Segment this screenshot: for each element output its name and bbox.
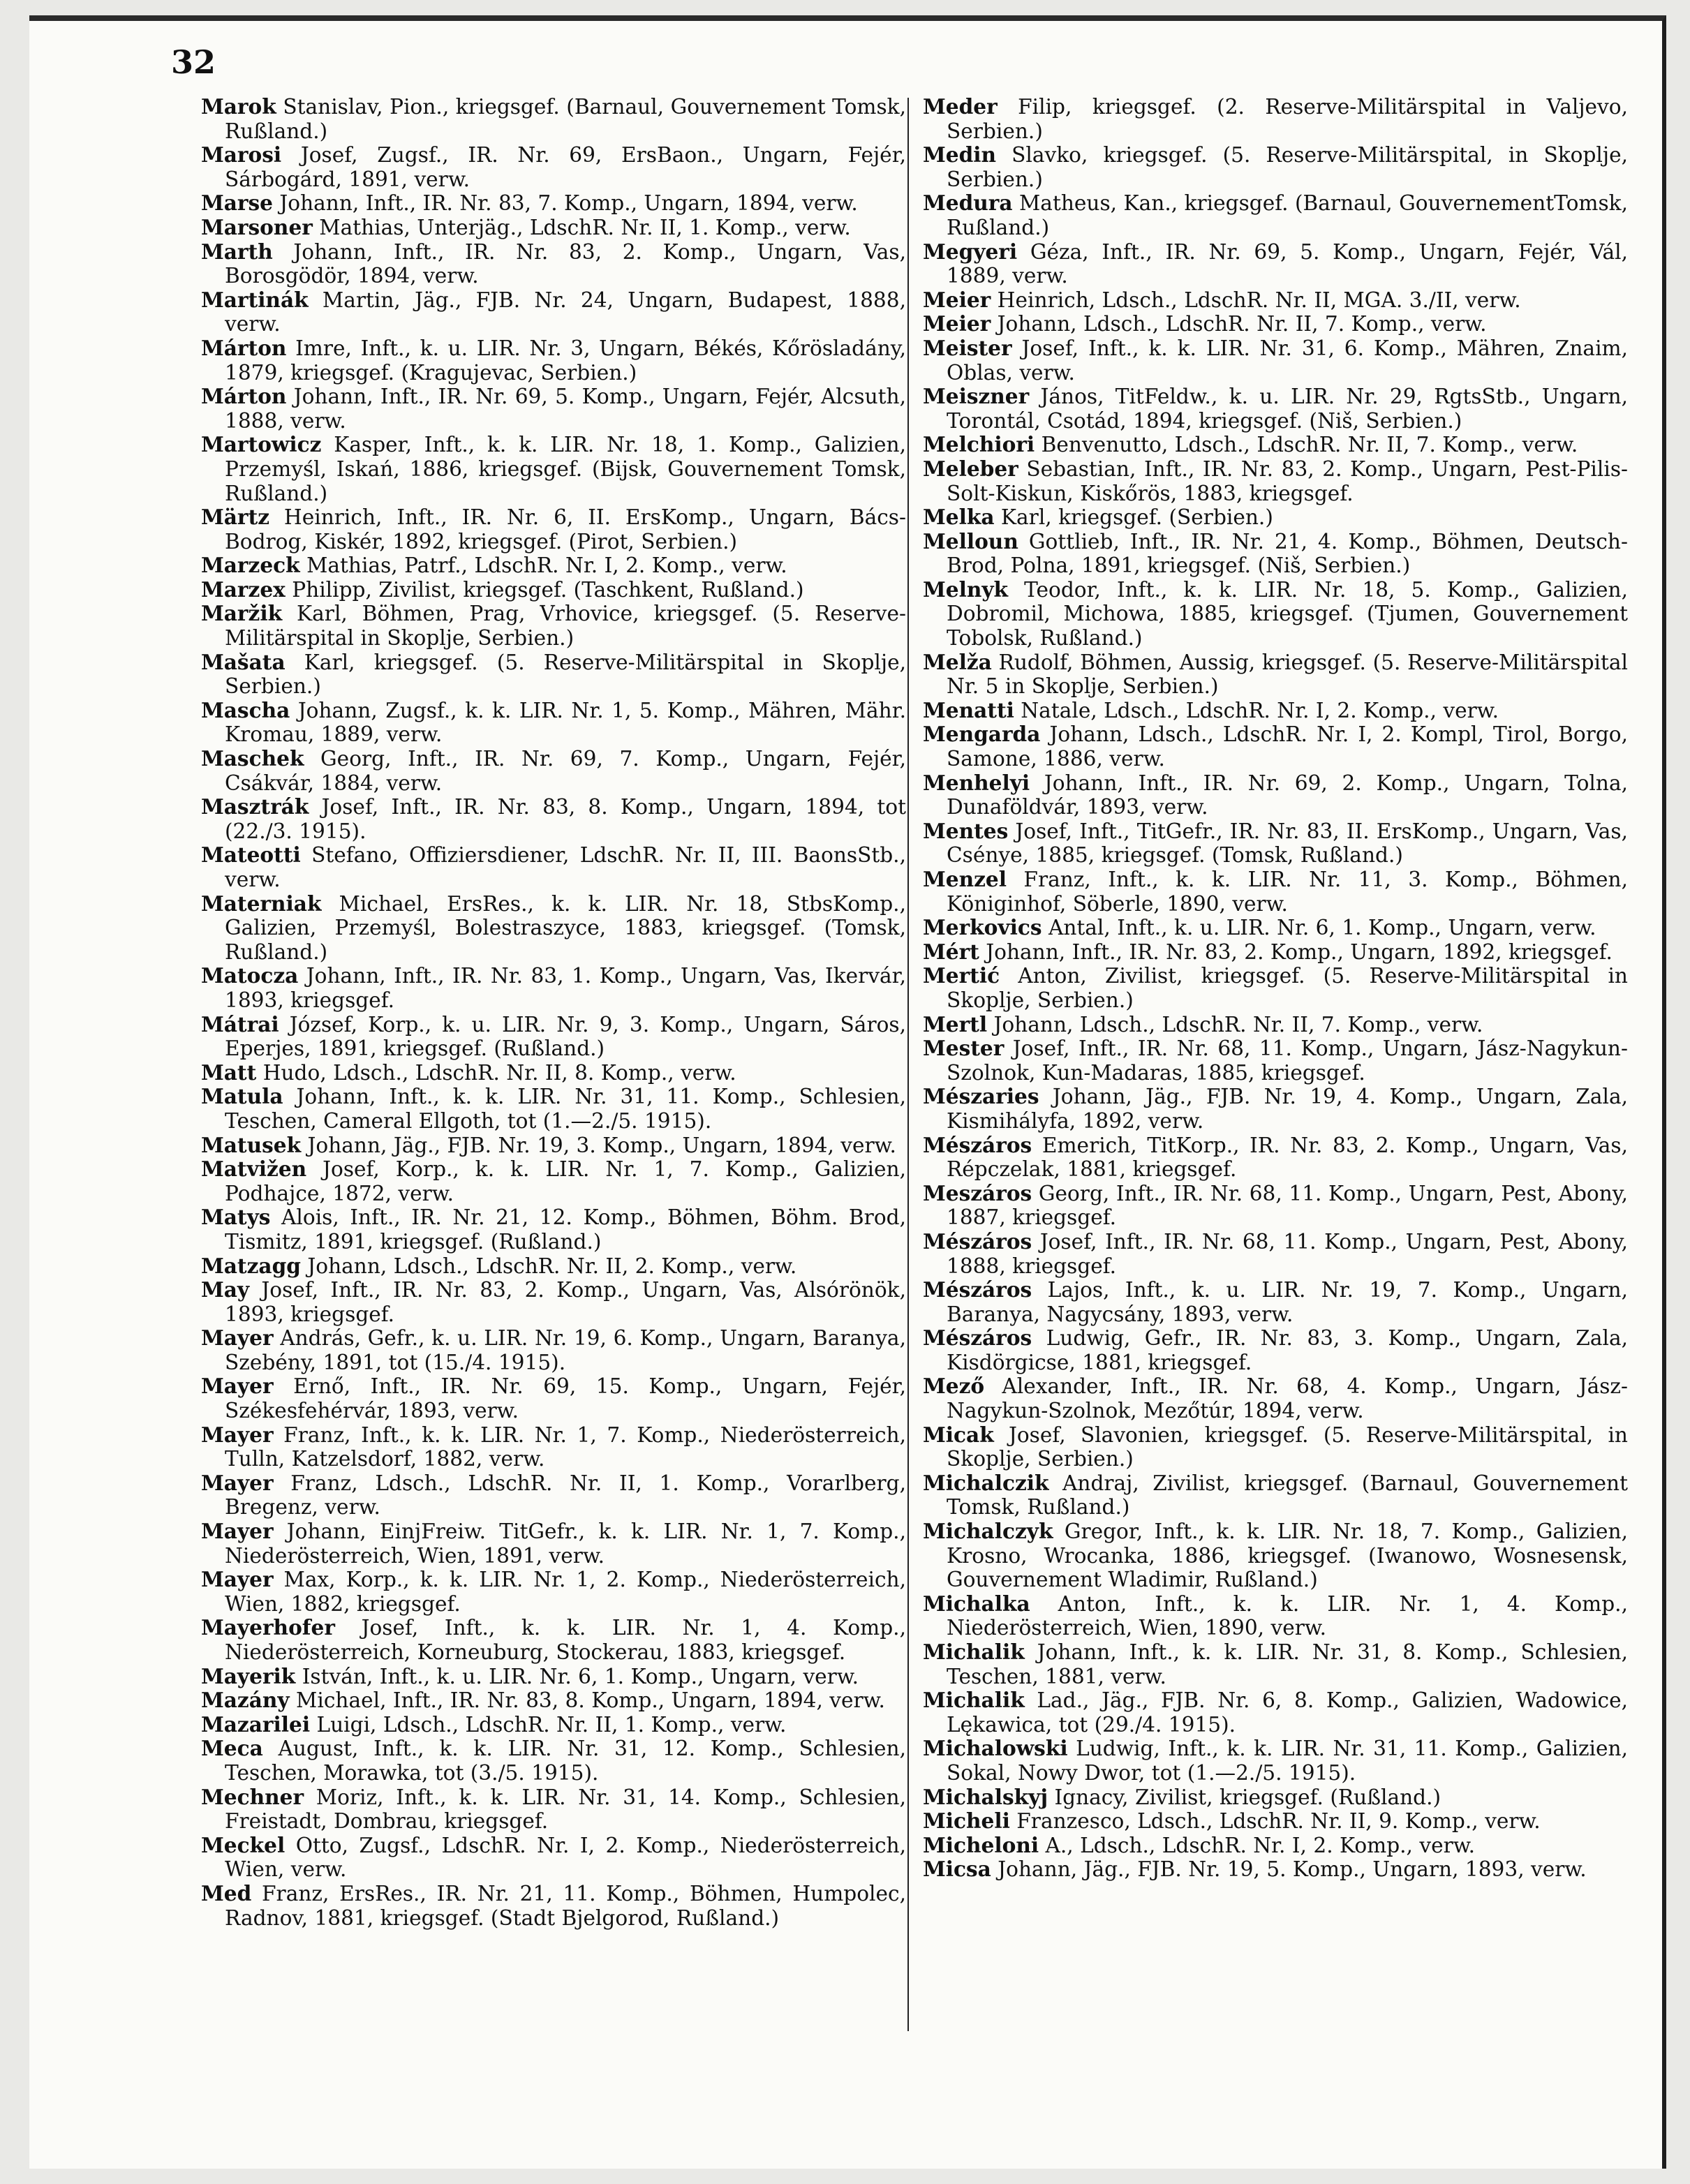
entry-details: Johann, Inft., IR. Nr. 83, 7. Komp., Ungarn, 1894, verw. [273, 191, 858, 216]
register-entry [201, 336, 906, 385]
entry-details: Teodor, Inft., k. k. LIR. Nr. 18, 5. Komp., Galizien, Dobromil, Michowa, 1885, kriegsgef. (Tjumen, Gouvernement Tobolsk, Rußland.) [947, 577, 1628, 651]
entry-details: Heinrich, Ldsch., LdschR. Nr. II, MGA. 3./II, verw. [991, 288, 1521, 312]
entry-surname: Michalka [923, 1591, 1030, 1616]
entry-details: Johann, Jäg., FJB. Nr. 19, 4. Komp., Ungarn, Zala, Kismihályfa, 1892, verw. [947, 1085, 1628, 1133]
register-entry [201, 795, 906, 843]
entry-surname: Märtz [201, 505, 270, 530]
entry-details: Karl, Böhmen, Prag, Vrhovice, kriegsgef. (5. Reserve-Militärspital in Skoplje, Serbien.) [225, 602, 906, 651]
entry-surname: Mateotti [201, 842, 301, 868]
entry-surname: Mascha [201, 697, 290, 722]
entry-surname: Matula [201, 1084, 283, 1109]
entry-details: Josef, Zugsf., IR. Nr. 69, ErsBaon., Ungarn, Fejér, Sárbogárd, 1891, verw. [225, 143, 906, 191]
register-entry [923, 1737, 1628, 1785]
entry-details: Ignacy, Zivilist, kriegsgef. (Rußland.) [1048, 1785, 1441, 1809]
entry-details: Stefano, Offiziersdiener, LdschR. Nr. II, III. BaonsStb., verw. [225, 843, 906, 891]
entry-details: Géza, Inft., IR. Nr. 69, 5. Komp., Ungarn, Fejér, Vál, 1889, verw. [947, 239, 1628, 288]
entry-details: Heinrich, Inft., IR. Nr. 6, II. ErsKomp., Ungarn, Bács-Bodrog, Kiskér, 1892, kriegsgef. (Pirot, Serbien.) [225, 505, 906, 554]
entry-surname: Meckel [201, 1832, 286, 1857]
register-entry [201, 1134, 906, 1158]
register-entry [201, 892, 906, 965]
entry-surname: Meiszner [923, 384, 1030, 409]
entry-surname: Michalczyk [923, 1519, 1053, 1544]
entry-details: Georg, Inft., IR. Nr. 68, 11. Komp., Ungarn, Pest, Abony, 1887, kriegsgef. [947, 1181, 1628, 1230]
entry-surname: Megyeri [923, 239, 1018, 264]
register-entry [201, 651, 906, 699]
register-entry [923, 1857, 1628, 1882]
entry-surname: Marok [201, 94, 276, 119]
entry-details: Hudo, Ldsch., LdschR. Nr. II, 8. Komp., verw. [256, 1060, 736, 1085]
entry-details: Kasper, Inft., k. k. LIR. Nr. 18, 1. Komp., Galizien, Przemyśl, Iskań, 1886, kriegsgef. (Bijsk, Gouvernement Tomsk, Rußland.) [225, 433, 906, 505]
register-entry [201, 554, 906, 578]
entry-surname: Merkovics [923, 915, 1042, 940]
register-entry [201, 578, 906, 602]
entry-details: Antal, Inft., k. u. LIR. Nr. 6, 1. Komp., Ungarn, verw. [1042, 916, 1596, 940]
register-entry [201, 1157, 906, 1205]
entry-details: József, Korp., k. u. LIR. Nr. 9, 3. Komp., Ungarn, Sáros, Eperjes, 1891, kriegsgef. (Rußland.) [225, 1012, 906, 1061]
entry-surname: Micsa [923, 1857, 991, 1882]
register-entry [201, 143, 906, 191]
register-entry [923, 336, 1628, 385]
register-entry [923, 771, 1628, 819]
register-entry [923, 95, 1628, 143]
entry-surname: Mechner [201, 1784, 304, 1809]
entry-details: Ludwig, Inft., k. k. LIR. Nr. 31, 11. Komp., Galizien, Sokal, Nowy Dwor, tot (1.—2./5. 1915). [947, 1737, 1628, 1785]
entry-details: Johann, Inft., IR. Nr. 83, 2. Komp., Ungarn, 1892, kriegsgef. [979, 939, 1613, 964]
entry-surname: Menzel [923, 867, 1007, 891]
entry-details: Alexander, Inft., IR. Nr. 68, 4. Komp., Ungarn, Jász-Nagykun-Szolnok, Mezőtúr, 1894, verw. [947, 1374, 1628, 1423]
entry-surname: Meca [201, 1736, 263, 1761]
entry-details: Slavko, kriegsgef. (5. Reserve-Militärspital, in Skoplje, Serbien.) [947, 143, 1628, 191]
entry-details: Otto, Zugsf., LdschR. Nr. I, 2. Komp., Niederösterreich, Wien, verw. [225, 1833, 906, 1882]
entry-surname: Mayer [201, 1422, 274, 1447]
entry-details: Johann, Ldsch., LdschR. Nr. II, 7. Komp., verw. [991, 312, 1487, 336]
entry-details: Josef, Inft., IR. Nr. 83, 8. Komp., Ungarn, 1894, tot (22./3. 1915). [225, 795, 906, 843]
register-entry [923, 505, 1628, 530]
entry-details: Johann, Inft., k. k. LIR. Nr. 31, 11. Komp., Schlesien, Teschen, Cameral Ellgoth, tot (1.—2./5. 1915). [225, 1085, 906, 1133]
entry-surname: Mészáros [923, 1132, 1032, 1157]
register-entry [923, 385, 1628, 433]
entry-surname: Meister [923, 335, 1012, 360]
entry-surname: Menhelyi [923, 770, 1030, 795]
entry-surname: Mayerhofer [201, 1615, 335, 1640]
entry-surname: Mayerik [201, 1663, 296, 1688]
register-entry [201, 1278, 906, 1326]
entry-details: Georg, Inft., IR. Nr. 69, 7. Komp., Ungarn, Fejér, Csákvár, 1884, verw. [225, 747, 906, 795]
register-entry [923, 868, 1628, 916]
entry-details: Johann, Inft., IR. Nr. 69, 2. Komp., Ungarn, Tolna, Dunaföldvár, 1893, verw. [947, 771, 1628, 819]
entry-details: Josef, Inft., IR. Nr. 83, 2. Komp., Ungarn, Vas, Alsórönök, 1893, kriegsgef. [225, 1278, 906, 1326]
entry-surname: Meszáros [923, 1180, 1032, 1205]
entry-details: Gregor, Inft., k. k. LIR. Nr. 18, 7. Komp., Galizien, Krosno, Wrocanka, 1886, kriegsgef. (Iwanowo, Wosnesensk, Gouvernement Wladimir, Rußland.) [947, 1520, 1628, 1592]
register-entry [923, 1834, 1628, 1858]
register-entry [923, 457, 1628, 505]
entry-details: Luigi, Ldsch., LdschR. Nr. II, 1. Komp., verw. [310, 1712, 787, 1737]
entry-surname: Micheli [923, 1808, 1010, 1834]
entry-details: Alois, Inft., IR. Nr. 21, 12. Komp., Böhmen, Böhm. Brod, Tismitz, 1891, kriegsgef. (Rußland.) [225, 1205, 906, 1254]
register-entry [201, 95, 906, 143]
entry-details: Johann, Inft., IR. Nr. 69, 5. Komp., Ungarn, Fejér, Alcsuth, 1888, verw. [225, 385, 906, 433]
entry-details: Josef, Inft., k. k. LIR. Nr. 1, 4. Komp., Niederösterreich, Korneuburg, Stockerau, 1883, kriegsgef. [225, 1616, 906, 1664]
entry-surname: Mentes [923, 818, 1009, 843]
entry-details: Josef, Inft., IR. Nr. 68, 11. Komp., Ungarn, Pest, Abony, 1888, kriegsgef. [947, 1229, 1628, 1278]
entry-surname: Maschek [201, 746, 304, 771]
register-entry [201, 505, 906, 554]
register-entry [923, 1423, 1628, 1471]
entry-surname: Mertl [923, 1011, 988, 1037]
entry-surname: Mazány [201, 1688, 290, 1713]
entry-details: Johann, Jäg., FJB. Nr. 19, 5. Komp., Ungarn, 1893, verw. [991, 1857, 1587, 1882]
register-entry [923, 651, 1628, 699]
register-entry [923, 191, 1628, 239]
entry-surname: Medin [923, 142, 997, 168]
entry-surname: Medura [923, 191, 1013, 216]
entry-details: Franz, Inft., k. k. LIR. Nr. 1, 7. Komp., Niederösterreich, Tulln, Katzelsdorf, 1882, verw. [225, 1422, 906, 1471]
register-entry [201, 1254, 906, 1279]
entry-surname: Michalskyj [923, 1784, 1048, 1809]
register-entry [201, 216, 906, 240]
entry-surname: Marth [201, 239, 273, 264]
entry-details: Franzesco, Ldsch., LdschR. Nr. II, 9. Komp., verw. [1009, 1809, 1541, 1834]
register-entry [201, 843, 906, 891]
entry-surname: Michalik [923, 1688, 1025, 1713]
entry-surname: Meleber [923, 456, 1018, 481]
entry-surname: Matzagg [201, 1253, 301, 1278]
entry-surname: Mért [923, 939, 979, 964]
entry-details: Gottlieb, Inft., IR. Nr. 21, 4. Komp., Böhmen, Deutsch-Brod, Polna, 1891, kriegsgef. (Niš, Serbien.) [947, 529, 1628, 578]
entry-details: Anton, Zivilist, kriegsgef. (5. Reserve-Militärspital in Skoplje, Serbien.) [947, 964, 1628, 1012]
entry-details: Karl, kriegsgef. (Serbien.) [994, 505, 1273, 530]
register-entry [923, 1134, 1628, 1182]
page-number: 32 [171, 43, 216, 81]
entry-details: Michael, Inft., IR. Nr. 83, 8. Komp., Ungarn, 1894, verw. [289, 1688, 885, 1713]
entry-surname: Matt [201, 1060, 257, 1085]
entry-details: Imre, Inft., k. u. LIR. Nr. 3, Ungarn, Békés, Kőrösladány, 1879, kriegsgef. (Kragujevac, Serbien.) [225, 336, 906, 385]
entry-surname: Menatti [923, 697, 1014, 722]
register-entry [923, 1374, 1628, 1422]
entry-details: Mathias, Patrf., LdschR. Nr. I, 2. Komp., verw. [299, 554, 787, 578]
entry-surname: Melchiori [923, 432, 1035, 457]
register-entry [201, 1616, 906, 1664]
register-entry [201, 1688, 906, 1713]
register-entry [201, 1326, 906, 1374]
entry-details: János, TitFeldw., k. u. LIR. Nr. 29, RgtsStb., Ungarn, Torontál, Csotád, 1894, kriegsgef. (Niš, Serbien.) [947, 385, 1628, 433]
entry-details: Rudolf, Böhmen, Aussig, kriegsgef. (5. Reserve-Militärspital Nr. 5 in Skoplje, Serbien.) [947, 650, 1628, 699]
register-entry [201, 964, 906, 1012]
entry-surname: Micheloni [923, 1832, 1039, 1857]
entry-details: Josef, Inft., k. k. LIR. Nr. 31, 6. Komp., Mähren, Znaim, Oblas, verw. [947, 336, 1628, 385]
entry-details: Johann, Inft., IR. Nr. 83, 2. Komp., Ungarn, Vas, Borosgödör, 1894, verw. [225, 239, 906, 288]
register-entry [923, 1037, 1628, 1085]
entry-details: András, Gefr., k. u. LIR. Nr. 19, 6. Komp., Ungarn, Baranya, Szebény, 1891, tot (15./4. 1915). [225, 1326, 906, 1374]
entry-surname: May [201, 1277, 250, 1302]
entry-details: Johann, Ldsch., LdschR. Nr. II, 7. Komp., verw. [987, 1012, 1483, 1037]
entry-surname: Mester [923, 1036, 1005, 1061]
entry-surname: Mayer [201, 1470, 274, 1495]
entry-details: Josef, Inft., TitGefr., IR. Nr. 83, II. ErsKomp., Ungarn, Vas, Csénye, 1885, kriegsgef. (Tomsk, Rußland.) [947, 819, 1628, 868]
entry-surname: Maržik [201, 601, 283, 626]
entry-details: Ludwig, Gefr., IR. Nr. 83, 3. Komp., Ungarn, Zala, Kisdörgicse, 1881, kriegsgef. [947, 1326, 1628, 1374]
entry-details: Sebastian, Inft., IR. Nr. 83, 2. Komp., Ungarn, Pest-Pilis-Solt-Kiskun, Kiskőrös, 1883, kriegsgef. [947, 456, 1628, 505]
entry-surname: Michalik [923, 1640, 1025, 1664]
register-entry [923, 722, 1628, 771]
entry-details: Mathias, Unterjäg., LdschR. Nr. II, 1. Komp., verw. [312, 215, 851, 239]
entry-surname: Melnyk [923, 577, 1009, 602]
register-entry [201, 1013, 906, 1061]
entry-details: Filip, kriegsgef. (2. Reserve-Militärspital in Valjevo, Serbien.) [947, 95, 1628, 143]
entry-surname: Marsoner [201, 214, 313, 239]
entry-surname: Mészáros [923, 1228, 1032, 1254]
register-entry [923, 699, 1628, 723]
entry-details: István, Inft., k. u. LIR. Nr. 6, 1. Komp., Ungarn, verw. [295, 1664, 859, 1688]
register-entry [923, 964, 1628, 1012]
register-entry [201, 1205, 906, 1254]
register-entry [923, 1688, 1628, 1737]
entry-details: Matheus, Kan., kriegsgef. (Barnaul, GouvernementTomsk, Rußland.) [947, 191, 1628, 239]
entry-surname: Matusek [201, 1132, 302, 1157]
register-entry [923, 916, 1628, 940]
register-entry [201, 288, 906, 336]
entry-details: Johann, EinjFreiw. TitGefr., k. k. LIR. Nr. 1, 7. Komp., Niederösterreich, Wien, 1891, verw. [225, 1520, 906, 1568]
entry-surname: Marosi [201, 142, 282, 168]
entry-details: Johann, Ldsch., LdschR. Nr. I, 2. Kompl, Tirol, Borgo, Samone, 1886, verw. [947, 722, 1628, 771]
register-entry [201, 1737, 906, 1785]
entry-surname: Mészáros [923, 1325, 1032, 1351]
register-entry [923, 940, 1628, 965]
entry-details: Franz, Inft., k. k. LIR. Nr. 11, 3. Komp., Böhmen, Königinhof, Söberle, 1890, verw. [947, 868, 1628, 916]
entry-details: Natale, Ldsch., LdschR. Nr. I, 2. Komp., verw. [1014, 698, 1499, 722]
entry-details: Johann, Ldsch., LdschR. Nr. II, 2. Komp., verw. [300, 1254, 797, 1278]
register-entry [201, 240, 906, 288]
entry-surname: Marse [201, 191, 274, 216]
entry-details: Josef, Korp., k. k. LIR. Nr. 1, 7. Komp., Galizien, Podhajce, 1872, verw. [225, 1157, 906, 1205]
entry-details: A., Ldsch., LdschR. Nr. I, 2. Komp., verw. [1039, 1833, 1475, 1857]
entry-surname: Mazarilei [201, 1711, 311, 1737]
entry-surname: Mayer [201, 1325, 274, 1351]
register-entry [201, 1665, 906, 1689]
entry-surname: Mészaries [923, 1084, 1039, 1109]
entry-details: Martin, Jäg., FJB. Nr. 24, Ungarn, Budapest, 1888, verw. [225, 288, 906, 336]
entry-surname: Marzex [201, 577, 286, 602]
entry-surname: Melža [923, 649, 992, 674]
register-entry [201, 385, 906, 433]
register-entry [201, 1834, 906, 1882]
register-entry [923, 1013, 1628, 1037]
register-entry [201, 1374, 906, 1422]
entry-surname: Mengarda [923, 722, 1041, 747]
register-entry [201, 1785, 906, 1834]
entry-surname: Márton [201, 384, 287, 409]
entry-details: Lajos, Inft., k. u. LIR. Nr. 19, 7. Komp., Ungarn, Baranya, Nagycsány, 1893, verw. [947, 1278, 1628, 1326]
register-entry [923, 288, 1628, 313]
entry-details: Max, Korp., k. k. LIR. Nr. 1, 2. Komp., Niederösterreich, Wien, 1882, kriegsgef. [225, 1568, 906, 1616]
register-entry [201, 1061, 906, 1085]
entry-details: Johann, Inft., k. k. LIR. Nr. 31, 8. Komp., Schlesien, Teschen, 1881, verw. [947, 1640, 1628, 1688]
register-entry [923, 1640, 1628, 1688]
register-entry [201, 1423, 906, 1471]
entry-surname: Meier [923, 287, 991, 312]
register-entry [923, 1085, 1628, 1133]
entry-details: Emerich, TitKorp., IR. Nr. 83, 2. Komp., Ungarn, Vas, Répczelak, 1881, kriegsgef. [947, 1133, 1628, 1182]
entry-details: Franz, Ldsch., LdschR. Nr. II, 1. Komp., Vorarlberg, Bregenz, verw. [225, 1471, 906, 1520]
entry-surname: Materniak [201, 891, 322, 916]
entry-surname: Matys [201, 1205, 271, 1230]
entry-details: Johann, Jäg., FJB. Nr. 19, 3. Komp., Ungarn, 1894, verw. [301, 1133, 896, 1157]
entry-details: Benvenutto, Ldsch., LdschR. Nr. II, 7. Komp., verw. [1035, 433, 1578, 457]
entry-surname: Márton [201, 335, 287, 360]
entry-details: Stanislav, Pion., kriegsgef. (Barnaul, Gouvernement Tomsk, Rußland.) [225, 95, 906, 143]
entry-surname: Mészáros [923, 1277, 1032, 1302]
entry-details: Franz, ErsRes., IR. Nr. 21, 11. Komp., Böhmen, Humpolec, Radnov, 1881, kriegsgef. (Stadt Bjelgorod, Rußland.) [225, 1881, 906, 1930]
register-entry [201, 747, 906, 795]
register-entry [923, 819, 1628, 868]
register-entry [923, 1471, 1628, 1520]
register-entry [201, 1085, 906, 1133]
entry-details: Karl, kriegsgef. (5. Reserve-Militärspital in Skoplje, Serbien.) [225, 650, 906, 699]
register-entry [201, 1520, 906, 1568]
entry-details: August, Inft., k. k. LIR. Nr. 31, 12. Komp., Schlesien, Teschen, Morawka, tot (3./5. 1915). [225, 1737, 906, 1785]
register-entry [201, 602, 906, 650]
entry-details: Lad., Jäg., FJB. Nr. 6, 8. Komp., Galizien, Wadowice, Lękawica, tot (29./4. 1915). [947, 1688, 1628, 1737]
entry-surname: Mašata [201, 649, 286, 674]
register-entry [923, 1785, 1628, 1810]
register-entry [923, 1520, 1628, 1592]
entry-surname: Matvižen [201, 1157, 307, 1182]
entry-surname: Mayer [201, 1374, 274, 1399]
entry-surname: Mertić [923, 963, 1000, 988]
entry-surname: Michalowski [923, 1736, 1068, 1761]
entry-surname: Marzeck [201, 553, 300, 578]
entry-surname: Martowicz [201, 432, 322, 457]
entry-surname: Martinák [201, 287, 309, 312]
entry-surname: Melka [923, 505, 995, 530]
register-entry [201, 1471, 906, 1520]
register-entry [923, 1278, 1628, 1326]
entry-surname: Mátrai [201, 1011, 279, 1037]
entry-surname: Mayer [201, 1519, 274, 1544]
entry-details: Josef, Slavonien, kriegsgef. (5. Reserve-Militärspital, in Skoplje, Serbien.) [947, 1422, 1628, 1471]
left-column [201, 95, 906, 1930]
register-entry [923, 240, 1628, 288]
entry-details: Andraj, Zivilist, kriegsgef. (Barnaul, Gouvernement Tomsk, Rußland.) [947, 1471, 1628, 1520]
entry-surname: Mező [923, 1374, 985, 1399]
entry-details: Johann, Zugsf., k. k. LIR. Nr. 1, 5. Komp., Mähren, Mähr. Kromau, 1889, verw. [225, 698, 906, 747]
entry-details: Johann, Inft., IR. Nr. 83, 1. Komp., Ungarn, Vas, Ikervár, 1893, kriegsgef. [225, 964, 906, 1012]
register-entry [923, 433, 1628, 457]
register-entry [201, 433, 906, 505]
register-entry [923, 530, 1628, 578]
entry-details: Anton, Inft., k. k. LIR. Nr. 1, 4. Komp., Niederösterreich, Wien, 1890, verw. [947, 1591, 1628, 1640]
entry-surname: Med [201, 1880, 252, 1906]
entry-surname: Meier [923, 311, 991, 336]
register-entry [201, 1568, 906, 1616]
entry-surname: Meder [923, 94, 998, 119]
entry-surname: Masztrák [201, 794, 309, 819]
register-entry [201, 1713, 906, 1737]
register-entry [201, 191, 906, 216]
entry-details: Moriz, Inft., k. k. LIR. Nr. 31, 14. Komp., Schlesien, Freistadt, Dombrau, kriegsgef. [225, 1785, 906, 1834]
register-entry [923, 312, 1628, 336]
column-divider [907, 98, 909, 2031]
entry-details: Philipp, Zivilist, kriegsgef. (Taschkent, Rußland.) [285, 577, 804, 602]
register-entry [923, 1230, 1628, 1278]
register-entry [923, 143, 1628, 191]
register-entry [923, 1809, 1628, 1834]
entry-details: Michael, ErsRes., k. k. LIR. Nr. 18, StbsKomp., Galizien, Przemyśl, Bolestraszyce, 1883, kriegsgef. (Tomsk, Rußland.) [225, 891, 906, 964]
right-column [923, 95, 1628, 1882]
register-entry [923, 1182, 1628, 1230]
register-entry [201, 699, 906, 747]
entry-surname: Micak [923, 1422, 994, 1447]
entry-details: Ernő, Inft., IR. Nr. 69, 15. Komp., Ungarn, Fejér, Székesfehérvár, 1893, verw. [225, 1374, 906, 1423]
register-entry [201, 1882, 906, 1930]
register-entry [923, 578, 1628, 651]
entry-surname: Mayer [201, 1567, 274, 1592]
register-entry [923, 1592, 1628, 1640]
register-entry [923, 1326, 1628, 1374]
entry-surname: Michalczik [923, 1470, 1049, 1495]
entry-details: Josef, Inft., IR. Nr. 68, 11. Komp., Ungarn, Jász-Nagykun-Szolnok, Kun-Madaras, 1885, kriegsgef. [947, 1037, 1628, 1085]
entry-surname: Matocza [201, 963, 299, 988]
entry-surname: Melloun [923, 528, 1018, 554]
